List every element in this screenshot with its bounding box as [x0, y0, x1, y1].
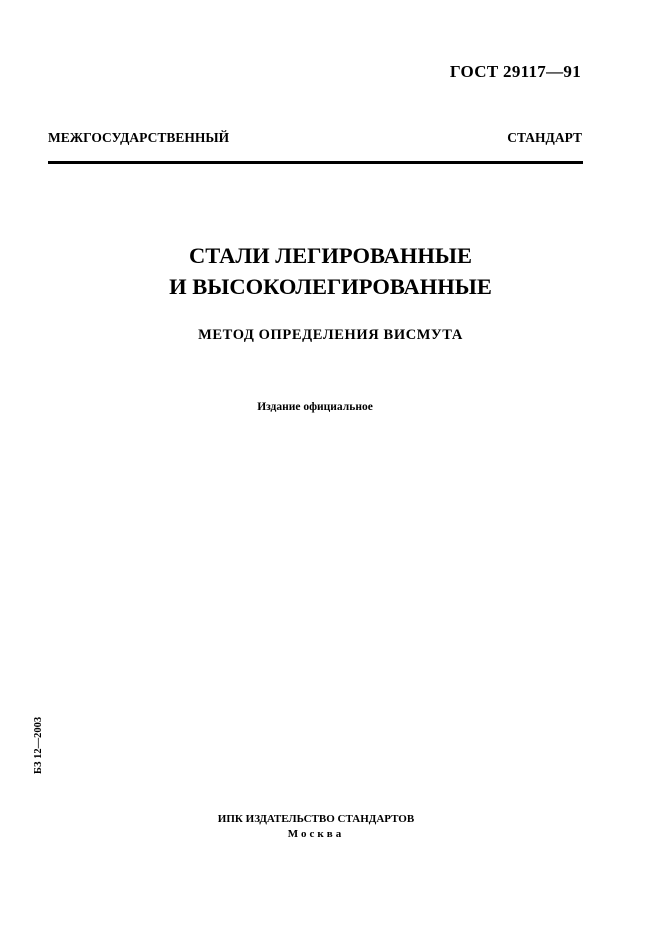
publisher-city: Москва	[287, 828, 345, 840]
document-number: ГОСТ 29117—91	[449, 62, 581, 81]
header-divider	[48, 161, 583, 164]
publisher-block	[0, 812, 632, 842]
side-catalog-code: БЗ 12—2003	[33, 716, 44, 774]
document-subtitle: МЕТОД ОПРЕДЕЛЕНИЯ ВИСМУТА	[198, 327, 463, 343]
edition-note: Издание официальное	[257, 401, 373, 413]
title-line-1: СТАЛИ ЛЕГИРОВАННЫЕ	[189, 243, 472, 268]
title-line-2: И ВЫСОКОЛЕГИРОВАННЫЕ	[169, 274, 492, 299]
document-title	[0, 240, 661, 302]
publisher-name: ИПК ИЗДАТЕЛЬСТВО СТАНДАРТОВ	[217, 813, 415, 825]
standard-type-heading: МЕЖГОСУДАРСТВЕННЫЙ СТАНДАРТ	[48, 130, 582, 145]
